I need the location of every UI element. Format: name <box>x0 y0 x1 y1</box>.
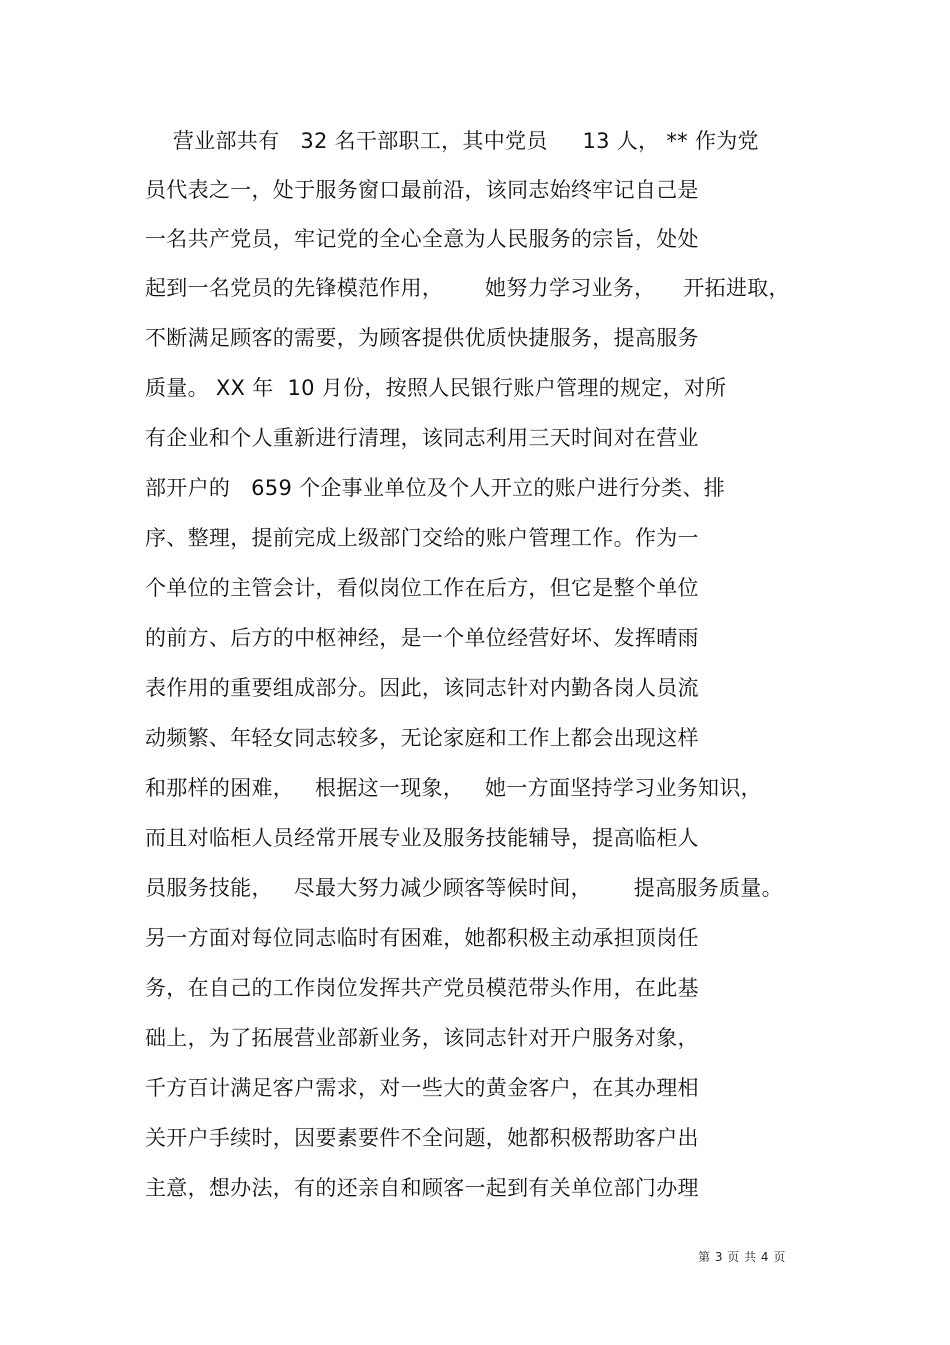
text-line: 主意，想办法，有的还亲自和顾客一起到有关单位部门办理 <box>145 1176 699 1200</box>
text-line: 有企业和个人重新进行清理，该同志利用三天时间对在营业 <box>145 426 699 450</box>
text-line: 表作用的重要组成部分。因此，该同志针对内勤各岗人员流 <box>145 676 699 700</box>
text-line: 个单位的主管会计，看似岗位工作在后方，但它是整个单位 <box>145 576 699 600</box>
text-line: 和那样的困难， 根据这一现象， 她一方面坚持学习业务知识， <box>145 776 762 800</box>
text-line: 营业部共有 32 名干部职工，其中党员 13 人， ** 作为党 <box>145 129 759 153</box>
text-line: 的前方、后方的中枢神经，是一个单位经营好坏、发挥晴雨 <box>145 626 699 650</box>
text-line: 关开户手续时，因要素要件不全问题，她都积极帮助客户出 <box>145 1126 699 1150</box>
text-line: 质量。 XX 年 10 月份，按照人民银行账户管理的规定，对所 <box>145 376 727 400</box>
text-line: 员代表之一，处于服务窗口最前沿，该同志始终牢记自己是 <box>145 178 699 202</box>
text-line: 序、整理，提前完成上级部门交给的账户管理工作。作为一 <box>145 526 699 550</box>
text-line: 动频繁、年轻女同志较多，无论家庭和工作上都会出现这样 <box>145 726 699 750</box>
text-line: 础上，为了拓展营业部新业务，该同志针对开户服务对象， <box>145 1026 699 1050</box>
text-line: 千方百计满足客户需求，对一些大的黄金客户，在其办理相 <box>145 1076 699 1100</box>
text-line: 员服务技能， 尽最大努力减少顾客等候时间， 提高服务质量。 <box>145 876 783 900</box>
text-line: 而且对临柜人员经常开展专业及服务技能辅导，提高临柜人 <box>145 826 699 850</box>
text-line: 部开户的 659 个企事业单位及个人开立的账户进行分类、排 <box>145 476 726 500</box>
page-number: 第 3 页 共 4 页 <box>698 1250 786 1264</box>
text-line: 一名共产党员，牢记党的全心全意为人民服务的宗旨，处处 <box>145 227 699 251</box>
text-line: 起到一名党员的先锋模范作用， 她努力学习业务， 开拓进取， <box>145 276 790 300</box>
text-line: 不断满足顾客的需要，为顾客提供优质快捷服务，提高服务 <box>145 326 699 350</box>
text-line: 务，在自己的工作岗位发挥共产党员模范带头作用，在此基 <box>145 976 699 1000</box>
text-line: 另一方面对每位同志临时有困难，她都积极主动承担顶岗任 <box>145 926 699 950</box>
